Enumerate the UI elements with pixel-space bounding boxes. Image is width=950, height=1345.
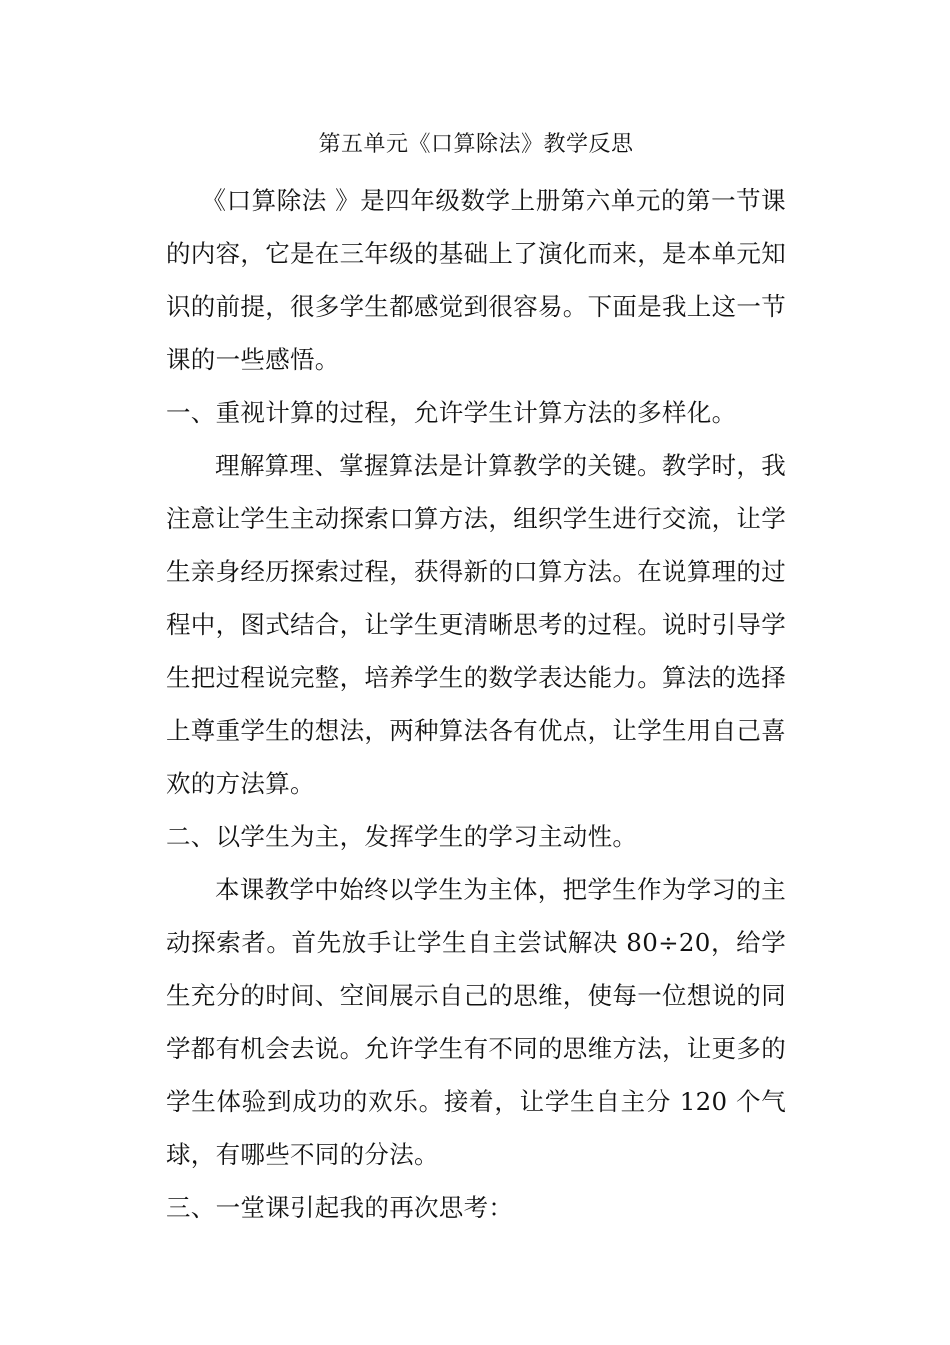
section-2-heading: 二、以学生为主，发挥学生的学习主动性。 [166, 822, 638, 851]
section-1-heading: 一、重视计算的过程，允许学生计算方法的多样化。 [166, 398, 737, 427]
section-2-paragraph: 本课教学中始终以学生为主体，把学生作为学习的主动探索者。首先放手让学生自主尝试解决 80÷20，给学生充分的时间、空间展示自己的思维，使每一位想说的同学都有机会去说。允许学生有不同的思维方法，让更多的学生体验到成功的欢乐。接着，让学生自主分 120 个气球，有哪些不同的分法。 [166, 875, 786, 1169]
section-3-heading: 三、一堂课引起我的再次思考： [166, 1193, 514, 1222]
document-title: 第五单元《口算除法》教学反思 [318, 132, 634, 157]
document-body [166, 126, 786, 1234]
section-1-paragraph: 理解算理、掌握算法是计算教学的关键。教学时，我注意让学生主动探索口算方法，组织学生进行交流，让学生亲身经历探索过程，获得新的口算方法。在说算理的过程中，图式结合，让学生更清晰思考的过程。说时引导学生把过程说完整，培养学生的数学表达能力。算法的选择上尊重学生的想法，两种算法各有优点，让学生用自己喜欢的方法算。 [166, 451, 786, 798]
intro-paragraph: 《口算除法 》是四年级数学上册第六单元的第一节课的内容，它是在三年级的基础上了演化而来，是本单元知识的前提，很多学生都感觉到很容易。下面是我上这一节课的一些感悟。 [166, 186, 786, 374]
